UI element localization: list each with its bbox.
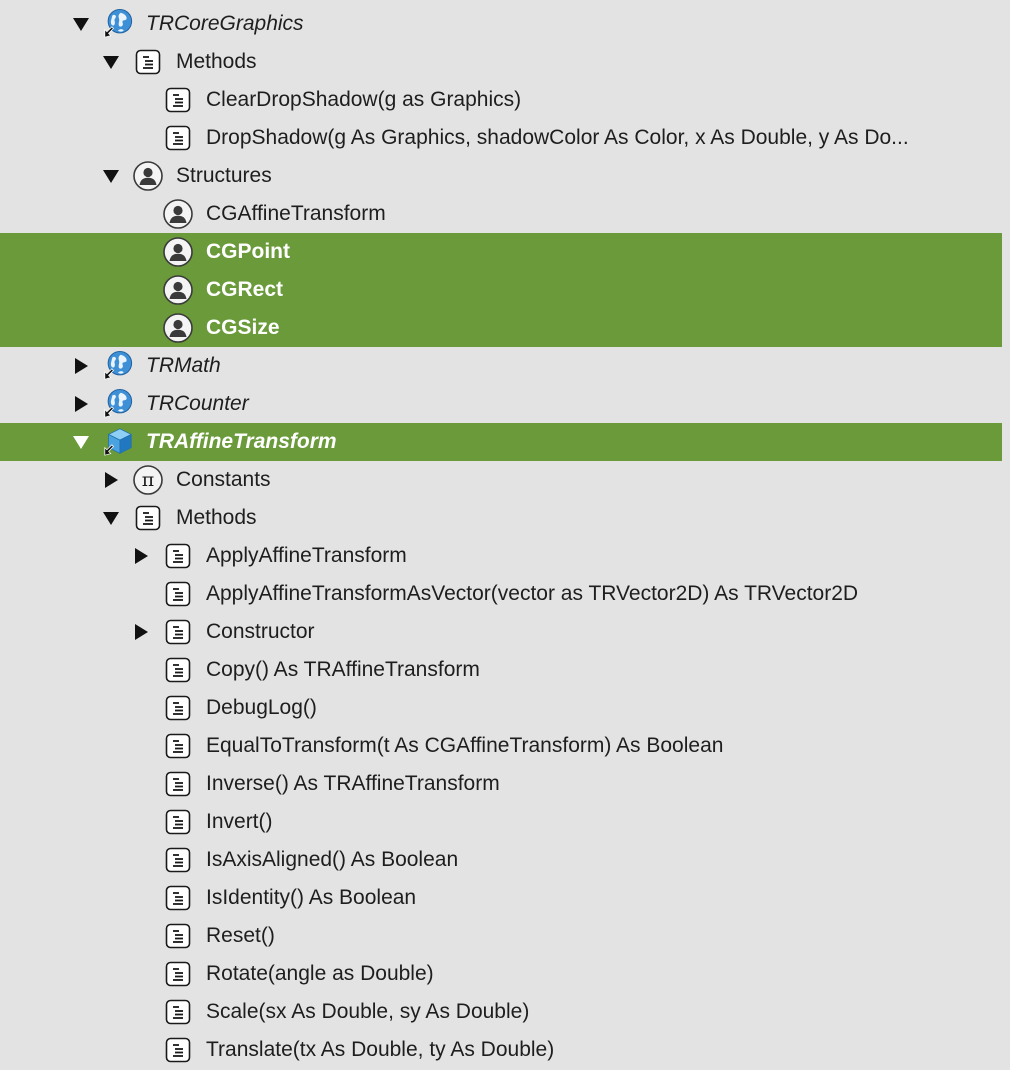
tree-row-label: Constants	[176, 468, 271, 491]
method-icon	[162, 882, 194, 914]
disclosure-expanded-icon[interactable]	[102, 167, 120, 185]
tree-row[interactable]	[0, 385, 1002, 423]
tree-row[interactable]	[0, 841, 1002, 879]
tree-row-label: CGRect	[206, 278, 284, 301]
tree-row[interactable]	[0, 613, 1002, 651]
module-globe-icon	[102, 388, 134, 420]
tree-row[interactable]	[0, 5, 1002, 43]
tree-row-label: Methods	[176, 506, 257, 529]
method-icon	[162, 806, 194, 838]
tree-row-label: IsIdentity() As Boolean	[206, 886, 417, 909]
tree-row-label: Copy() As TRAffineTransform	[206, 658, 480, 681]
tree-row[interactable]	[0, 347, 1002, 385]
method-icon	[162, 692, 194, 724]
tree-row-label: Inverse() As TRAffineTransform	[206, 772, 500, 795]
tree-row[interactable]	[0, 651, 1002, 689]
class-cube-icon	[102, 426, 134, 458]
tree-row[interactable]	[0, 119, 1002, 157]
method-icon	[162, 768, 194, 800]
tree-row-label: Reset()	[206, 924, 275, 947]
disclosure-expanded-icon[interactable]	[72, 15, 90, 33]
method-icon	[162, 616, 194, 648]
method-icon	[162, 578, 194, 610]
structure-icon	[132, 160, 164, 192]
tree-row-label: Rotate(angle as Double)	[206, 962, 434, 985]
method-icon	[162, 84, 194, 116]
method-icon	[132, 46, 164, 78]
method-icon	[162, 122, 194, 154]
tree-row[interactable]	[0, 1031, 1002, 1069]
tree-row[interactable]	[0, 233, 1002, 271]
tree-row-label: Scale(sx As Double, sy As Double)	[206, 1000, 530, 1023]
method-icon	[162, 540, 194, 572]
disclosure-collapsed-icon[interactable]	[132, 623, 150, 641]
tree-row[interactable]	[0, 917, 1002, 955]
disclosure-collapsed-icon[interactable]	[132, 547, 150, 565]
tree-row[interactable]	[0, 423, 1002, 461]
disclosure-expanded-icon[interactable]	[102, 509, 120, 527]
tree-row-label: CGAffineTransform	[206, 202, 386, 225]
tree-row-label: DropShadow(g As Graphics, shadowColor As Color, x As Double, y As Do...	[206, 126, 909, 149]
method-icon	[162, 1034, 194, 1066]
tree-row-label: Methods	[176, 50, 257, 73]
structure-icon	[162, 198, 194, 230]
tree-row[interactable]	[0, 271, 1002, 309]
structure-icon	[162, 274, 194, 306]
tree-row[interactable]	[0, 727, 1002, 765]
tree-row[interactable]	[0, 879, 1002, 917]
tree-row-label: ClearDropShadow(g as Graphics)	[206, 88, 522, 111]
tree-row-label: Structures	[176, 164, 272, 187]
disclosure-collapsed-icon[interactable]	[72, 357, 90, 375]
tree-row[interactable]	[0, 803, 1002, 841]
tree-row-label: Constructor	[206, 620, 315, 643]
tree-row[interactable]	[0, 81, 1002, 119]
tree-row[interactable]	[0, 993, 1002, 1031]
structure-icon	[162, 312, 194, 344]
tree-row[interactable]	[0, 43, 1002, 81]
method-icon	[132, 502, 164, 534]
tree-row[interactable]	[0, 461, 1002, 499]
tree-row[interactable]	[0, 955, 1002, 993]
tree-row-label: DebugLog()	[206, 696, 317, 719]
disclosure-expanded-icon[interactable]	[72, 433, 90, 451]
tree-row-label: CGSize	[206, 316, 280, 339]
tree-row-label: CGPoint	[206, 240, 290, 263]
tree-row[interactable]	[0, 157, 1002, 195]
method-icon	[162, 730, 194, 762]
tree-row-label: ApplyAffineTransform	[206, 544, 407, 567]
disclosure-collapsed-icon[interactable]	[102, 471, 120, 489]
method-icon	[162, 996, 194, 1028]
module-globe-icon	[102, 350, 134, 382]
tree-row[interactable]	[0, 309, 1002, 347]
tree-row[interactable]	[0, 689, 1002, 727]
tree-row[interactable]	[0, 537, 1002, 575]
disclosure-expanded-icon[interactable]	[102, 53, 120, 71]
tree-row-label: TRMath	[146, 354, 221, 377]
method-icon	[162, 920, 194, 952]
tree-row-label: ApplyAffineTransformAsVector(vector as TRVector2D) As TRVector2D	[206, 582, 859, 605]
tree-row-label: IsAxisAligned() As Boolean	[206, 848, 459, 871]
svg-text:π: π	[141, 469, 155, 491]
tree-row-label: TRAffineTransform	[146, 430, 337, 453]
constant-pi-icon	[132, 464, 164, 496]
tree-row-label: TRCoreGraphics	[146, 12, 304, 35]
tree-row-label: Translate(tx As Double, ty As Double)	[206, 1038, 555, 1061]
method-icon	[162, 958, 194, 990]
method-icon	[162, 654, 194, 686]
tree-row[interactable]	[0, 195, 1002, 233]
tree-row-label: Invert()	[206, 810, 273, 833]
tree-row[interactable]	[0, 765, 1002, 803]
method-icon	[162, 844, 194, 876]
tree-row-label: TRCounter	[146, 392, 249, 415]
tree-row-label: EqualToTransform(t As CGAffineTransform) As Boolean	[206, 734, 724, 757]
tree-row[interactable]	[0, 499, 1002, 537]
structure-icon	[162, 236, 194, 268]
disclosure-collapsed-icon[interactable]	[72, 395, 90, 413]
tree-row[interactable]	[0, 575, 1002, 613]
module-globe-icon	[102, 8, 134, 40]
